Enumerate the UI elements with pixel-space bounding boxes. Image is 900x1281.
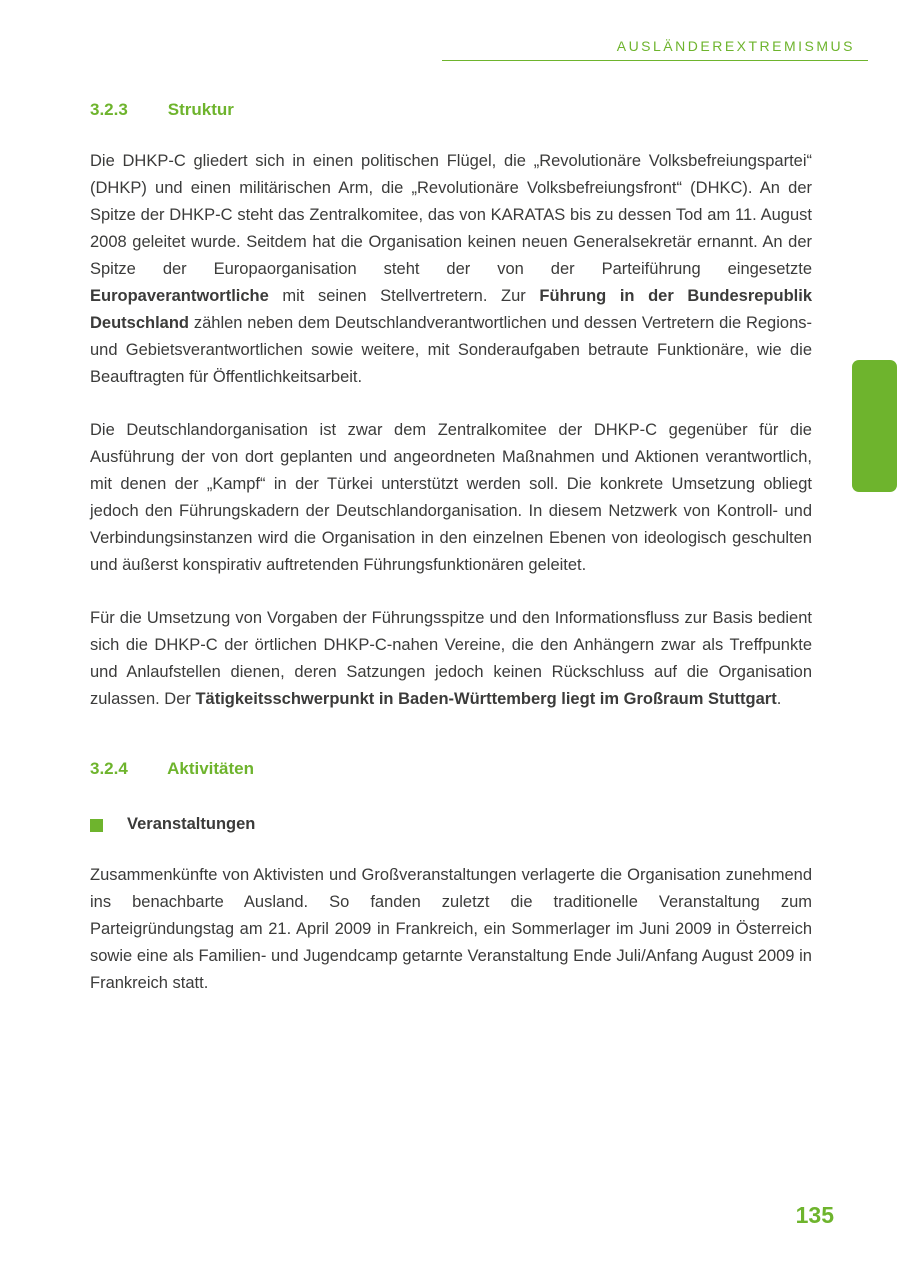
- page-content: [90, 100, 812, 1023]
- paragraph-text: Die DHKP-C gliedert sich in einen politischen Flügel, die „Revolutionäre Volksbefreiungspartei“ (DHKP) und einen militärischen Arm, die „Revolutionäre Volksbefreiungsfront“ (DHKC). An der Spitze der DHKP-C steht das Zentralkomitee, das von KARATAS bis zu dessen Tod am 11. August 2008 geleitet wurde. Seitdem hat die Organisation keinen neuen Generalsekretär ernannt. An der Spitze der Europaorganisation steht der von der Parteiführung eingesetzte: [90, 152, 812, 278]
- paragraph-aktivitaeten-1: [90, 862, 812, 997]
- header-section-label: AUSLÄNDEREXTREMISMUS: [616, 38, 855, 54]
- page-number: 135: [795, 1202, 834, 1228]
- bold-term-europaverantwortliche: Europaverantwortliche: [90, 287, 269, 305]
- paragraph-text: Die Deutschlandorganisation ist zwar dem Zentralkomitee der DHKP-C gegenüber für die Ausführung der von dort geplanten und angeordneten Maßnahmen und Aktionen verantwortlich, mit denen der „Kampf“ in der Türkei unterstützt werden soll. Die konkrete Umsetzung obliegt jedoch den Führungskadern der Deutschlandorganisation. In diesem Netzwerk von Kontroll- und Verbindungsinstanzen wird die Organisation in den einzelnen Ebenen von ideologisch geschulten und äußerst konspirativ auftretenden Führungsfunktionären geleitet.: [90, 421, 812, 574]
- bullet-label: Veranstaltungen: [127, 815, 256, 833]
- bold-term-taetigkeitsschwerpunkt: Tätigkeitsschwerpunkt in Baden-Württemberg liegt im Großraum Stuttgart: [195, 690, 777, 708]
- paragraph-text: Für die Umsetzung von Vorgaben der Führungsspitze und den Informationsfluss zur Basis bedient sich die DHKP-C der örtlichen DHKP-C-nahen Vereine, die den Anhängern zwar als Treffpunkte und Anlaufstellen dienen, deren Satzungen jedoch keinen Rückschluss auf die Organisation zulassen. Der: [90, 609, 812, 708]
- chapter-tab-marker: [852, 360, 897, 492]
- paragraph-text: zählen neben dem Deutschlandverantwortlichen und dessen Vertretern die Regions- und Gebietsverantwortlichen sowie weitere, mit Sonderaufgaben betraute Funktionäre, wie die Beauftragten für Öffentlichkeitsarbeit.: [90, 314, 812, 386]
- paragraph-structure-3: [90, 605, 812, 713]
- paragraph-text: Zusammenkünfte von Aktivisten und Großveranstaltungen verlagerte die Organisation zunehmend ins benachbarte Ausland. So fanden zuletzt die traditionelle Veranstaltung zum Parteigründungstag am 21. April 2009 in Frankreich, ein Sommerlager im Juni 2009 in Österreich sowie eine als Familien- und Jugendcamp getarnte Veranstaltung Ende Juli/Anfang August 2009 in Frankreich statt.: [90, 866, 812, 992]
- section-heading-3-2-3: [90, 100, 812, 120]
- section-title: Aktivitäten: [167, 759, 255, 778]
- section-number: 3.2.4: [90, 759, 128, 778]
- bullet-square-icon: [90, 819, 103, 832]
- section-number: 3.2.3: [90, 100, 128, 119]
- paragraph-text: .: [776, 690, 782, 708]
- header-rule: [442, 60, 868, 61]
- section-heading-3-2-4: [90, 759, 812, 779]
- paragraph-structure-1: [90, 148, 812, 391]
- bold-term-fuehrung-bundesrepublik: Führung in der Bundesrepublik Deutschland: [90, 287, 813, 332]
- paragraph-text: mit seinen Stellvertretern. Zur: [268, 287, 540, 305]
- section-title: Struktur: [167, 100, 234, 119]
- paragraph-structure-2: [90, 417, 812, 579]
- bullet-item-veranstaltungen: [90, 815, 812, 834]
